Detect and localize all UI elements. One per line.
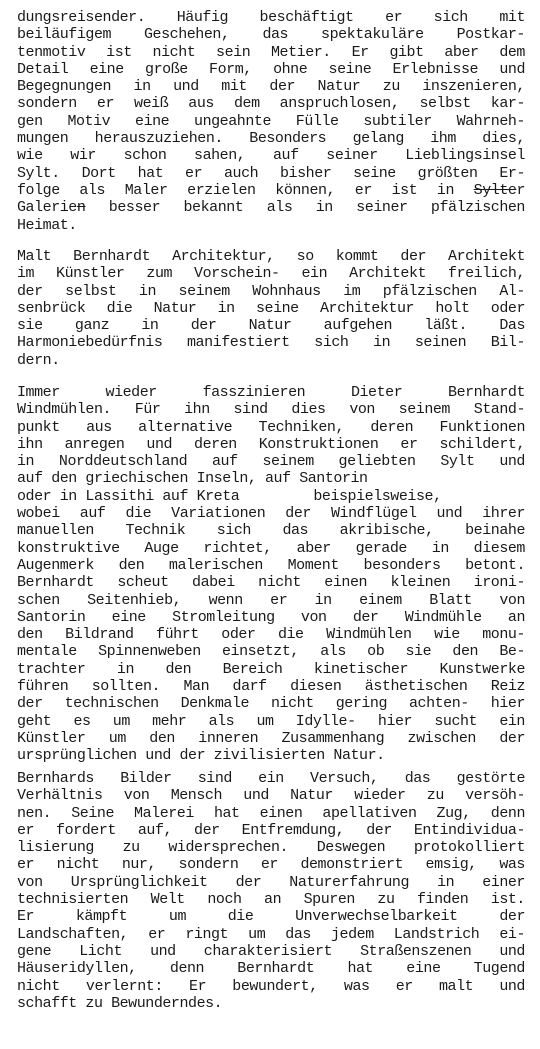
text-line: manuellen Technik sich das akribische, beinahe xyxy=(17,522,525,540)
text-line: ursprünglichen und der zivilisierten Natur. xyxy=(17,747,385,765)
text-line: er nicht nur, sondern er demonstriert emsig, was xyxy=(17,856,525,874)
text-line xyxy=(17,488,525,505)
text-line: Bernhardt scheut dabei nicht einen kleinen ironi- xyxy=(17,574,525,592)
text-line: mungen herauszuziehen. Besonders gelang ihm dies, xyxy=(17,130,525,148)
text-line: Er kämpft um die Unverwechselbarkeit der xyxy=(17,908,525,926)
text-line: der selbst in seinem Wohnhaus im pfälzischen Al- xyxy=(17,282,525,300)
text-line: lisierung zu widersprechen. Deswegen protokolliert xyxy=(17,839,525,857)
text-line: sie ganz in der Natur aufgehen läßt. Das xyxy=(17,317,525,335)
text-line: Bernhards Bilder sind ein Versuch, das gestörte xyxy=(17,770,525,787)
text-line: schafft zu Bewunderndes. xyxy=(17,994,223,1012)
text-line: nicht verlernt: Er bewundert, was er malt und xyxy=(17,977,525,995)
text-line: von Ursprünglichkeit der Naturerfahrung in einer xyxy=(17,873,525,891)
text-line-end: beispielsweise, xyxy=(313,487,442,505)
struck-letters: n xyxy=(76,199,86,217)
text-line: wie wir schon sahen, auf seiner Lieblingsinsel xyxy=(17,147,525,165)
text-line: ihn anregen und deren Konstruktionen er schildert, xyxy=(17,435,525,453)
text-line: er fordert auf, der Entfremdung, der Entindividua- xyxy=(17,821,525,839)
text-line: Windmühlen. Für ihn sind dies von seinem Stand- xyxy=(17,401,525,419)
text-line: führen sollten. Man darf diesen ästhetischen Reiz xyxy=(17,678,525,696)
text-line: gen Motiv eine ungeahnte Fülle subtiler Wahrneh- xyxy=(17,112,525,130)
paragraph-3 xyxy=(17,384,525,765)
text-line: Künstler um den inneren Zusammenhang zwischen der xyxy=(17,729,525,747)
text-line: Begegnungen in und mit der Natur zu inszenieren, xyxy=(17,78,525,96)
text-line: geht es um mehr als um Idylle- hier sucht ein xyxy=(17,712,525,730)
text-line: konstruktive Auge richtet, aber gerade in diesem xyxy=(17,539,525,557)
text-line: der technischen Denkmale nicht gering achten- hier xyxy=(17,695,525,713)
text-line: senbrück die Natur in seine Architektur holt oder xyxy=(17,299,525,317)
text-line: Landschaften, er ringt um das jedem Landstrich ei- xyxy=(17,925,525,943)
text-line: punkt aus alternative Techniken, deren Funktionen xyxy=(17,418,525,436)
text-line: Verhältnis von Mensch und Natur wieder zu versöh- xyxy=(17,787,525,805)
text-line: sondern er weiß aus dem anspruchlosen, selbst kar- xyxy=(17,95,525,113)
text-line: Sylt. Dort hat er auch bisher seine größten Er- xyxy=(17,164,525,182)
text-line: Harmoniebedürfnis manifestiert sich in seinen Bil- xyxy=(17,334,525,352)
paragraph-4 xyxy=(17,770,525,1012)
text-line-start: oder in Lassithi auf Kreta xyxy=(17,487,240,505)
text-line: Immer wieder fasszinieren Dieter Bernhardt xyxy=(17,384,525,401)
text-line: beiläufigem Geschehen, das spektakuläre Postkar- xyxy=(17,26,525,44)
text-line: in Norddeutschland auf seinem geliebten Sylt und xyxy=(17,453,525,471)
text-line: im Künstler zum Vorschein- ein Architekt freilich, xyxy=(17,265,525,283)
text-line: Malt Bernhardt Architektur, so kommt der Architekt xyxy=(17,248,525,265)
text-line: den Bildrand führt oder die Windmühlen wie monu- xyxy=(17,626,525,644)
text-line: auf den griechischen Inseln, auf Santorin xyxy=(17,470,368,488)
text-line: Heimat. xyxy=(17,216,77,234)
text-line: Galerien besser bekannt als in seiner pfälzischen xyxy=(17,199,525,217)
text-line: nen. Seine Malerei hat einen apellativen Zug, denn xyxy=(17,804,525,822)
text-line: wobei auf die Variationen der Windflügel und ihrer xyxy=(17,505,525,523)
text-line: Detail eine große Form, ohne seine Erlebnisse und xyxy=(17,60,525,78)
text-line: folge als Maler erzielen können, er ist in Sylter xyxy=(17,181,525,199)
text-line: technisierten Welt noch an Spuren zu finden ist. xyxy=(17,891,525,909)
struck-letters: Sylte xyxy=(473,181,517,199)
paragraph-2 xyxy=(17,248,525,369)
text-line: dungsreisender. Häufig beschäftigt er sich mit xyxy=(17,9,525,26)
text-line: Häuseridyllen, denn Bernhardt hat eine Tugend xyxy=(17,960,525,978)
text-line: Santorin eine Stromleitung von der Windmühle an xyxy=(17,608,525,626)
text-line: Augenmerk den malerischen Moment besonders betont. xyxy=(17,556,525,574)
paragraph-1 xyxy=(17,9,525,234)
text-line: gene Licht und charakterisiert Straßenszenen und xyxy=(17,942,525,960)
text-line: schen Seitenhieb, wenn er in einem Blatt von xyxy=(17,591,525,609)
text-line: dern. xyxy=(17,351,60,369)
text-line: mentale Spinnenweben einsetzt, als ob sie den Be- xyxy=(17,643,525,661)
text-line: tenmotiv ist nicht sein Metier. Er gibt aber dem xyxy=(17,43,525,61)
text-line: trachter in den Bereich kinetischer Kunstwerke xyxy=(17,660,525,678)
